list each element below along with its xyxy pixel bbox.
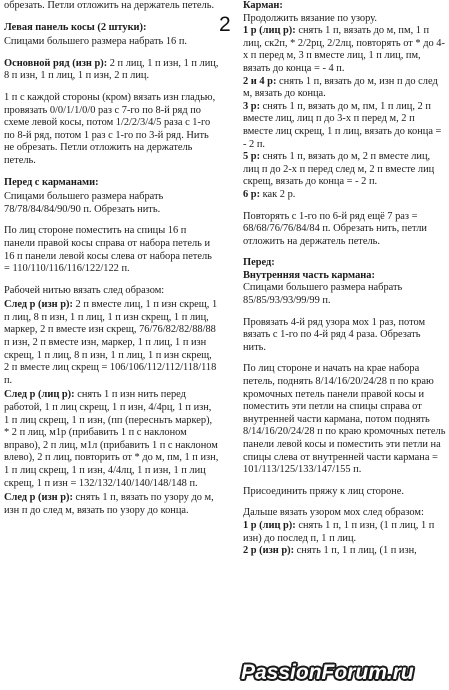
row-text: снять 1 п, вязать по узору до м, изн п до след м, вязать по узору до конца.: [4, 492, 214, 516]
paragraph-working-yarn: Рабочей нитью вязать след образом:: [4, 284, 165, 296]
paragraph-main-row: [4, 58, 219, 83]
row-text: 2 п вместе лиц, 1 п изн скрещ, 1 п лиц, 8 п изн, 1 п лиц, 1 п изн скрещ, 1 п лиц, маркер, 2 п вместе изн скрещ, 76/76/82/82/88/88 п изн, 2 п вместе изн, маркер, 1 п лиц, 1 п изн скрещ, 1 п лиц, 8 п изн, 1 п лиц, 1 п изн скрещ, 2 п вместе лиц скрещ = 106/106/112/112/118/118 п.: [4, 299, 218, 386]
row-text: снять 1 п, вязать до м, пм, 1 п лиц, 2 п вместе лиц, лиц п до 3-х п перед м, 2 п вместе лиц скрещ, 1 п лиц, вязать до конца = - 2 п.: [243, 100, 442, 150]
right-column: [243, 0, 446, 558]
row-label: След р (лиц р):: [4, 389, 75, 401]
paragraph-intro: обрезать. Петли отложить на держатель петель.: [4, 0, 215, 11]
paragraph-inner-cast-on: Спицами большего размера набрать 85/85/93/93/99/99 п.: [243, 282, 403, 307]
row-label: Основной ряд (изн р):: [4, 57, 108, 69]
paragraph-pocket-row-1: [243, 25, 446, 75]
paragraph-moss-row-2: [243, 545, 446, 558]
paragraph-moss-row-1: [243, 520, 446, 545]
row-label: След р (изн р):: [4, 299, 73, 311]
paragraph-continue: Продолжить вязание по узору.: [243, 12, 377, 24]
row-label: 5 р:: [243, 151, 261, 163]
row-label: 6 р:: [243, 188, 261, 200]
paragraph-front-cast-on: Спицами большего размера набрать 78/78/84/84/90/90 п. Обрезать нить.: [4, 191, 164, 215]
row-label: 2 и 4 р:: [243, 75, 277, 87]
row-text: снять 1 п, вязать до м, изн п до след м, вязать до конца.: [243, 75, 438, 100]
heading-left-panel: Левая панель косы (2 штуки):: [4, 21, 147, 33]
row-text: 2 п лиц, 1 п изн, 1 п лиц, 8 п изн, 1 п лиц, 1 п изн, 2 п лиц.: [4, 57, 219, 82]
paragraph-row-3: [4, 492, 219, 517]
paragraph-row-2: [4, 389, 219, 490]
heading-front-pockets: Перед с карманами:: [4, 176, 99, 188]
row-label: 1 р (лиц р):: [243, 519, 296, 531]
paragraph-join-yarn: Присоединить пряжу к лиц стороне.: [243, 485, 404, 497]
heading-pocket: Карман:: [243, 0, 283, 11]
paragraph-place-panels: По лиц стороне поместить на спицы 16 п панели правой косы справа от набора петель и 16 п панели левой косы слева от набора петель = 110/110/116/116/122/122 п.: [4, 225, 212, 275]
paragraph-repeat: Повторять с 1-го по 6-й ряд ещё 7 раз = 68/68/76/76/84/84 п. Обрезать нить, петли отложить на держатель петель.: [243, 210, 427, 247]
paragraph-pocket-row-6: [243, 189, 446, 202]
paragraph-moss-rows: Провязать 4-й ряд узора мох 1 раз, потом вязать с 1-го по 4-й ряд 4 раза. Обрезать нить.: [243, 316, 426, 353]
paragraph-pocket-row-2-4: [243, 76, 446, 101]
paragraph-pick-up: По лиц стороне и начать на крае набора петель, поднять 8/14/16/20/24/28 п по краю кромочных петель панели правой косы и поместить эти петли на спицы справа от внутренней части кармана, потом поднять 8/14/16/20/24/28 п по краю кромочных петель панели левой косы и поместить эти петли на спицы слева от внутренней части кармана = 101/113/125/133/147/155 п.: [243, 363, 446, 476]
paragraph-edge-stitches: 1 п с каждой стороны (кром) вязать изн гладью, провязать 0/0/1/1/0/0 раз с 7-го по 8-й ряд по схеме левой косы, потом 1/2/2/3/4/5 раза с 1-го по 8-й ряд, потом 1 раз с 1-го по 3-й ряд. Нить не обрезать. Петли отложить на держатель петель.: [4, 91, 216, 166]
heading-inner-pocket: Внутренняя часть кармана:: [243, 269, 375, 281]
paragraph-row-1: [4, 299, 219, 387]
row-text: снять 1 п, 1 п лиц, (1 п изн,: [294, 545, 417, 557]
paragraph-pocket-row-5: [243, 151, 446, 189]
paragraph-moss-intro: Дальше вязать узором мох след образом:: [243, 507, 424, 519]
row-text: снять 1 п изн нить перед работой, 1 п лиц скрещ, 1 п изн, 4/4рц, 1 п изн, 1 п лиц скрещ, 1 п изн, (пп (пересньть маркер), * 2 п лиц, м1р (прибавить 1 п с наклоном вправо), 2 п лиц, м1л (прибавить 1 п с наклоном влево), 2 п лиц, повторить от * до м, пм, 1 п изн, 1 п лиц скрещ, 1 п изн, 4/4лц, 1 п изн, 1 п лиц скрещ, 1 п изн = 132/132/140/140/148/148 п.: [4, 389, 219, 489]
row-label: 1 р (лиц р):: [243, 25, 296, 37]
row-label: След р (изн р):: [4, 492, 73, 504]
left-column: [4, 0, 219, 519]
heading-front: Перед:: [243, 257, 275, 269]
row-text: снять 1 п, вязать до м, 2 п вместе лиц, лиц п до 2-х п перед след м, 2 п вместе лиц скрещ, вязать до конца = - 2 п.: [243, 151, 435, 188]
paragraph-pocket-row-3: [243, 101, 446, 151]
row-text: как 2 р.: [260, 188, 296, 200]
watermark-logo: PassionForum.ru: [238, 658, 449, 690]
row-label: 2 р (изн р):: [243, 545, 295, 557]
row-label: 3 р:: [243, 100, 261, 112]
page-number: 2: [219, 13, 231, 36]
paragraph-cast-on: Спицами большего размера набрать 16 п.: [4, 36, 188, 48]
row-text: снять 1 п, 1 п изн, (1 п лиц, 1 п изн) до послед п, 1 п лиц.: [243, 519, 435, 544]
row-text: снять 1 п, вязать до м, пм, 1 п лиц, ск2п, * 2/2рц, 2/2лц, повторять от * до 4-х п перед м, 3 п вместе лиц, 1 п лиц, пм, вязать до конца = - 4 п.: [243, 25, 445, 74]
